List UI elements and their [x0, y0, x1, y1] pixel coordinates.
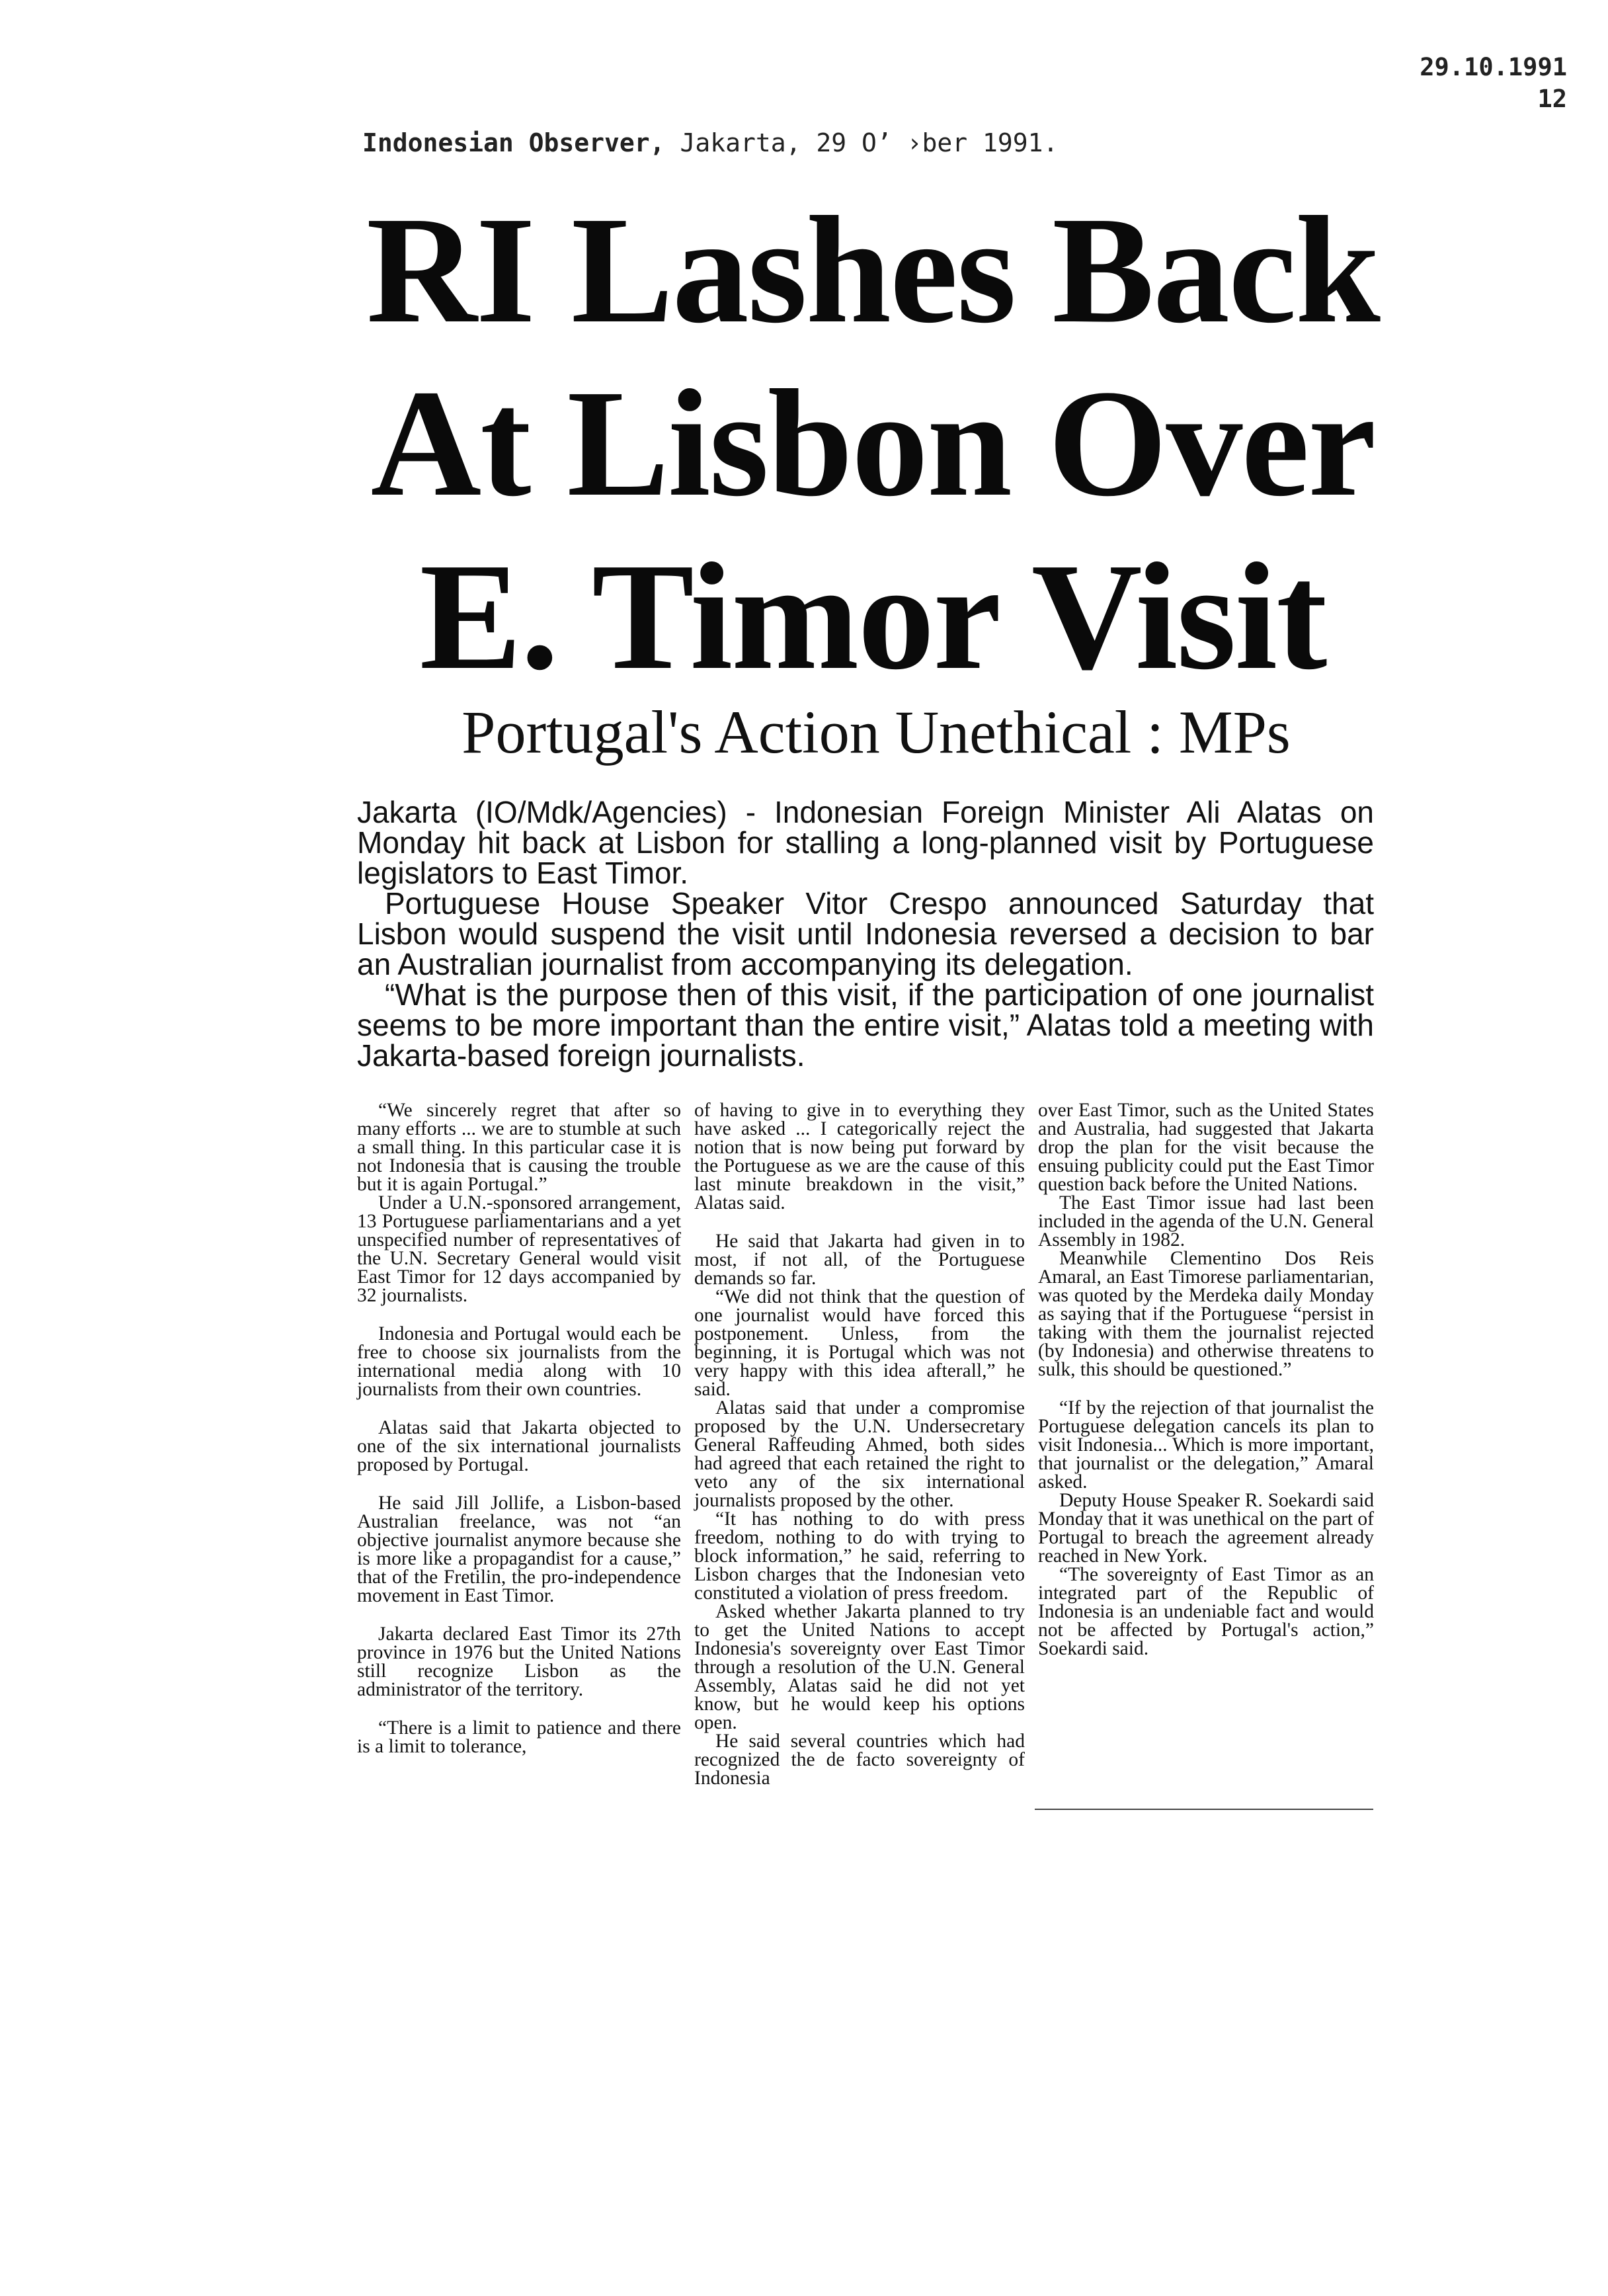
column-paragraph: “The sovereignty of East Timor as an integrated part of the Republic of Indonesia is an undeniable fact and would not be affected by Portugal's action,” Soekardi said. — [1038, 1564, 1374, 1659]
article-column-3 — [1038, 1101, 1374, 1658]
column-paragraph: Meanwhile Clementino Dos Reis Amaral, an East Timorese parliamentarian, was quoted by the Merdeka daily Monday as saying that if the Portuguese “persist in taking with them the journalist rejected (by Indonesia) and otherwise threatens to sulk, this should be questioned.” — [1038, 1248, 1374, 1380]
publication-name: Indonesian Observer, — [362, 128, 665, 157]
column-paragraph: “We sincerely regret that after so many efforts ... we are to stumble at such a small thing. In this particular case it is not Indonesia that is causing the trouble but it is again Portugal.” — [357, 1100, 681, 1195]
dateline: Jakarta, 29 O’ ›ber 1991. — [680, 128, 1059, 157]
column-paragraph: He said that Jakarta had given in to most, if not all, of the Portuguese demands so far. — [694, 1231, 1025, 1289]
column-paragraph: Indonesia and Portugal would each be free to choose six journalists from the international media along with 10 journalists from their own countries. — [357, 1323, 681, 1400]
lead-paragraph: “What is the purpose then of this visit, if the participation of one journalist seems to be more important than the entire visit,” Alatas told a meeting with Jakarta-based foreign journalists. — [357, 977, 1374, 1073]
subheadline: Portugal's Action Unethical : MPs — [462, 698, 1291, 766]
headline-line-1: RI Lashes Back — [366, 185, 1379, 355]
archive-stamp — [1420, 52, 1567, 115]
column-paragraph: over East Timor, such as the United States and Australia, had suggested that Jakarta drop the plan for the visit because the ensuing publicity could put the East Timor question back before the United Nations. — [1038, 1100, 1374, 1195]
column-paragraph: “If by the rejection of that journalist the Portuguese delegation cancels its plan to visit Indonesia... Which is more important, that journalist or the delegation,” Amaral asked. — [1038, 1397, 1374, 1493]
article-column-1 — [357, 1101, 681, 1756]
article-column-2 — [694, 1101, 1025, 1787]
column-paragraph: of having to give in to everything they have asked ... I categorically reject the notion that is now being put forward by the Portuguese as we are the cause of this last minute breakdown in the visit,” Alatas said. — [694, 1100, 1025, 1213]
column-paragraph: “There is a limit to patience and there is a limit to tolerance, — [357, 1717, 681, 1757]
end-of-article-rule — [1035, 1809, 1373, 1810]
lead-section — [357, 797, 1374, 1071]
column-paragraph: He said several countries which had recognized the de facto sovereignty of Indonesia — [694, 1731, 1025, 1789]
archive-page-number: 12 — [1537, 85, 1567, 113]
masthead — [362, 128, 1058, 157]
headline-line-2: At Lisbon Over — [370, 358, 1375, 528]
column-paragraph: The East Timor issue had last been included in the agenda of the U.N. General Assembly in 1982. — [1038, 1192, 1374, 1250]
headline-line-3: E. Timor Visit — [419, 532, 1326, 702]
column-paragraph: “It has nothing to do with press freedom, nothing to do with trying to block information,” he said, referring to Lisbon charges that the Indonesian veto constituted a violation of press freedom. — [694, 1508, 1025, 1604]
column-paragraph: Jakarta declared East Timor its 27th province in 1976 but the United Nations still recognize Lisbon as the administrator of the territory. — [357, 1623, 681, 1700]
column-paragraph: Alatas said that Jakarta objected to one of the six international journalists proposed by Portugal. — [357, 1417, 681, 1475]
column-paragraph: Alatas said that under a compromise proposed by the U.N. Undersecretary General Raffeuding Ahmed, both sides had agreed that each retained the right to veto any of the six international journalists proposed by the other. — [694, 1397, 1025, 1511]
column-paragraph: “We did not think that the question of one journalist would have forced this postponement. Unless, from the beginning, it is Portugal which was not very happy with this idea afterall,” he said. — [694, 1286, 1025, 1400]
lead-paragraph: Portuguese House Speaker Vitor Crespo announced Saturday that Lisbon would suspend the visit until Indonesia reversed a decision to bar an Australian journalist from accompanying its delegation. — [357, 886, 1374, 981]
archive-date: 29.10.1991 — [1420, 53, 1567, 81]
column-paragraph: Deputy House Speaker R. Soekardi said Monday that it was unethical on the part of Portugal to breach the agreement already reached in New York. — [1038, 1490, 1374, 1567]
column-paragraph: Asked whether Jakarta planned to try to get the United Nations to accept Indonesia's sovereignty over East Timor through a resolution of the U.N. General Assembly, Alatas said he did not yet know, but he would keep his options open. — [694, 1601, 1025, 1733]
column-paragraph: He said Jill Jollife, a Lisbon-based Australian freelance, was not “an objective journalist anymore because she is more like a propagandist for a cause,” that of the Fretilin, the pro-independence movement in East Timor. — [357, 1493, 681, 1606]
lead-paragraph: Jakarta (IO/Mdk/Agencies) - Indonesian Foreign Minister Ali Alatas on Monday hit back at Lisbon for stalling a long-planned visit by Portuguese legislators to East Timor. — [357, 795, 1374, 890]
column-paragraph: Under a U.N.-sponsored arrangement, 13 Portuguese parliamentarians and a yet unspecified number of representatives of the U.N. Secretary General would visit East Timor for 12 days accompanied by 32 journalists. — [357, 1192, 681, 1306]
headline — [284, 184, 1461, 704]
